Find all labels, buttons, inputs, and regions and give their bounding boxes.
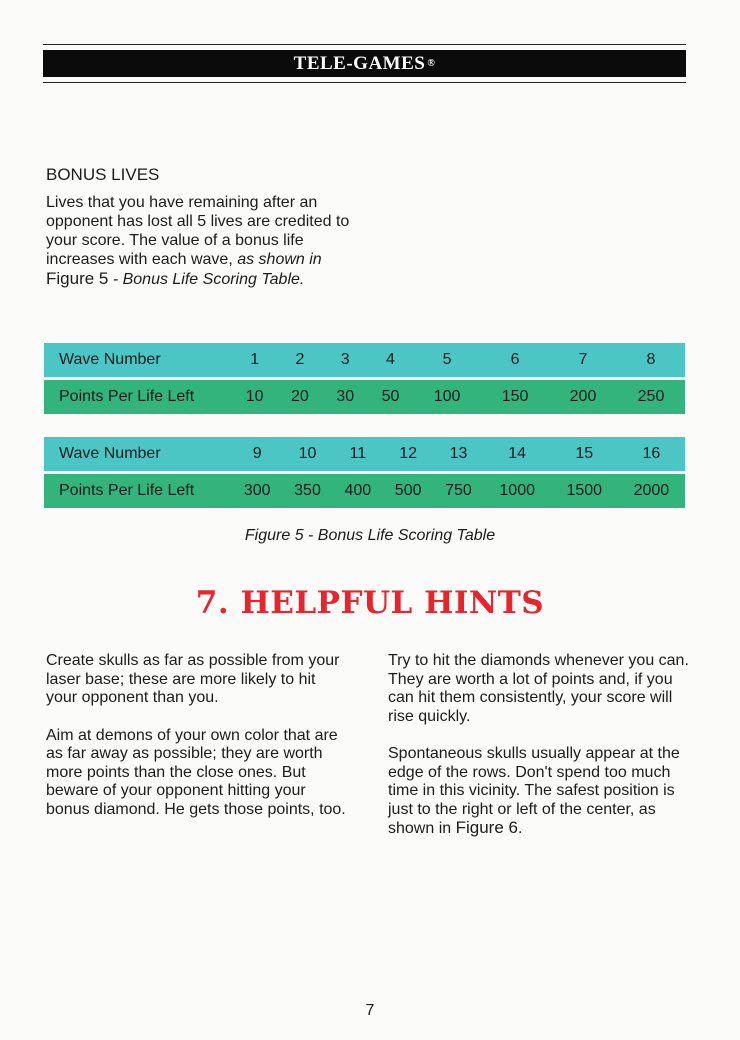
hints-right-column	[388, 652, 693, 858]
table-cell: 15	[551, 437, 618, 471]
table-cell: 4	[368, 343, 413, 377]
hint-paragraph: Create skulls as far as possible from your laser base; these are more likely to hit your opponent than you.	[46, 652, 340, 706]
row-label: Points Per Life Left	[44, 380, 232, 414]
table-cell: 500	[383, 474, 433, 508]
table-cell: 150	[481, 380, 549, 414]
points-row	[44, 474, 685, 508]
table-cell: 1500	[551, 474, 618, 508]
points-row	[44, 380, 685, 414]
table-cell: 5	[413, 343, 481, 377]
hints-left-column	[46, 652, 351, 838]
header-bottom-rule	[43, 82, 686, 83]
hint-paragraph	[388, 745, 693, 839]
table-cell: 100	[413, 380, 481, 414]
wave-number-row	[44, 343, 685, 377]
row-label: Points Per Life Left	[44, 474, 232, 508]
scoring-table-1	[44, 343, 685, 414]
table-cell: 8	[617, 343, 685, 377]
intro-italic-end: - Bonus Life Scoring Table.	[108, 271, 305, 288]
figure-caption: Figure 5 - Bonus Life Scoring Table	[244, 527, 496, 544]
hint-paragraph: Aim at demons of your own color that are as far away as possible; they are worth more points than the close ones. But beware of your opponent hitting your bonus diamond. He gets those points, too.	[46, 726, 346, 818]
section-title: BONUS LIVES	[46, 165, 160, 184]
intro-text: Lives that you have remaining after an opponent has lost all 5 lives are credited to your score. The value of a bonus life increases with each wave,	[46, 194, 350, 268]
intro-italic: as shown in	[237, 251, 322, 268]
table-cell: 30	[323, 380, 368, 414]
figure-reference: Figure 6	[455, 818, 518, 837]
table-cell: 14	[484, 437, 551, 471]
table-cell: 3	[323, 343, 368, 377]
table-cell: 200	[549, 380, 617, 414]
row-label: Wave Number	[44, 437, 232, 471]
table-cell: 350	[282, 474, 332, 508]
table-cell: 1	[232, 343, 277, 377]
table-cell: 2000	[618, 474, 685, 508]
figure-reference: Figure 5	[46, 269, 109, 288]
table-cell: 11	[333, 437, 383, 471]
scoring-table-2	[44, 437, 685, 508]
wave-number-row	[44, 437, 685, 471]
table-cell: 10	[232, 380, 277, 414]
table-cell: 50	[368, 380, 413, 414]
table-cell: 1000	[484, 474, 551, 508]
table-cell: 250	[617, 380, 685, 414]
chapter-heading: 7. HELPFUL HINTS	[195, 585, 545, 621]
table-cell: 400	[333, 474, 383, 508]
table-cell: 10	[282, 437, 332, 471]
hint-text-end: .	[517, 820, 523, 837]
table-cell: 13	[433, 437, 483, 471]
table-cell: 7	[549, 343, 617, 377]
bonus-lives-paragraph	[46, 193, 351, 289]
page-number: 7	[365, 1002, 375, 1019]
table-cell: 16	[618, 437, 685, 471]
table-cell: 750	[433, 474, 483, 508]
registered-mark: ®	[427, 58, 436, 69]
table-cell: 2	[277, 343, 322, 377]
table-cell: 20	[277, 380, 322, 414]
table-cell: 12	[383, 437, 433, 471]
table-cell: 300	[232, 474, 282, 508]
hint-text: Spontaneous skulls usually appear at the edge of the rows. Don't spend too much time in this vicinity. The safest position is just to the right or left of the center, as shown in	[388, 745, 680, 837]
table-cell: 6	[481, 343, 549, 377]
row-label: Wave Number	[44, 343, 232, 377]
hint-paragraph: Try to hit the diamonds whenever you can. They are worth a lot of points and, if you can hit them consistently, your score will rise quickly.	[388, 652, 689, 725]
table-cell: 9	[232, 437, 282, 471]
brand-name: TELE-GAMES	[293, 52, 426, 74]
header-top-rule	[43, 44, 686, 45]
header-bar	[43, 50, 686, 77]
